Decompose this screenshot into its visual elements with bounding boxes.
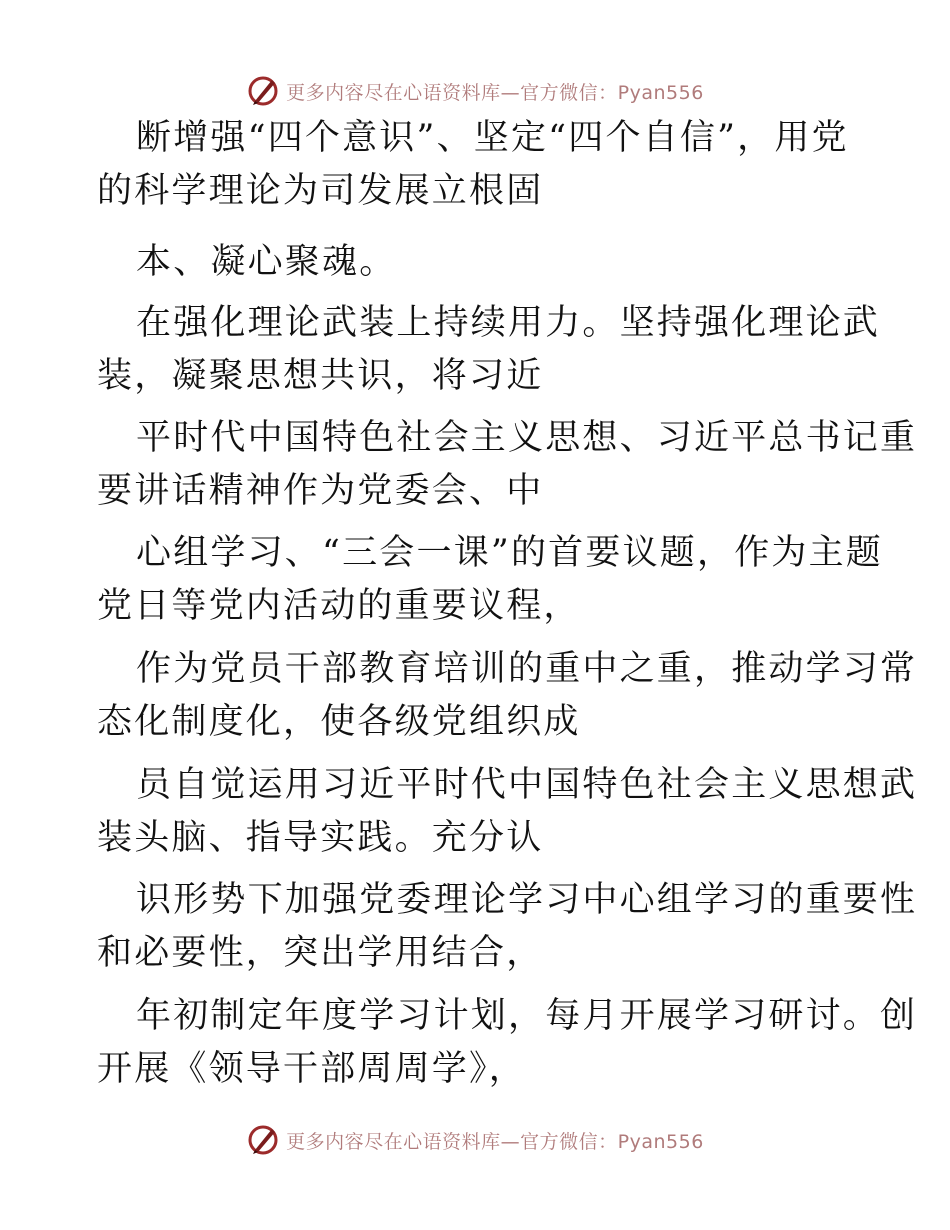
- text-line: 要讲话精神作为党委会、中: [97, 471, 544, 511]
- header-banner-text: 更多内容尽在心语资料库—官方微信：Pyan556: [286, 81, 704, 104]
- header-banner: [0, 71, 950, 111]
- pen-circle-logo-icon: [246, 1123, 280, 1157]
- text-line: 员自觉运用习近平时代中国特色社会主义思想武: [136, 765, 918, 805]
- text-line: 装，凝聚思想共识，将习近: [97, 356, 544, 396]
- text-line: 平时代中国特色社会主义思想、习近平总书记重: [136, 418, 918, 458]
- footer-banner: [0, 1120, 950, 1160]
- text-line: 在强化理论武装上持续用力。坚持强化理论武: [136, 303, 881, 343]
- text-line: 态化制度化，使各级党组织成: [97, 702, 581, 742]
- text-line: 和必要性，突出学用结合，: [97, 933, 544, 973]
- text-line: 党日等党内活动的重要议程，: [97, 586, 581, 626]
- text-line: 开展《领导干部周周学》，: [97, 1049, 526, 1089]
- text-line: 断增强“四个意识”、坚定“四个自信”，用党: [136, 118, 849, 158]
- text-line: 本、凝心聚魂。: [136, 242, 397, 282]
- text-line: 年初制定年度学习计划，每月开展学习研讨。创: [136, 996, 918, 1036]
- pen-circle-logo-icon: [246, 74, 280, 108]
- text-line: 作为党员干部教育培训的重中之重，推动学习常: [136, 649, 918, 689]
- footer-banner-text: 更多内容尽在心语资料库—官方微信：Pyan556: [286, 1130, 704, 1153]
- text-line: 装头脑、指导实践。充分认: [97, 818, 544, 858]
- text-line: 心组学习、“三会一课”的首要议题，作为主题: [136, 533, 883, 573]
- text-line: 的科学理论为司发展立根固: [97, 171, 544, 211]
- text-line: 识形势下加强党委理论学习中心组学习的重要性: [136, 880, 918, 920]
